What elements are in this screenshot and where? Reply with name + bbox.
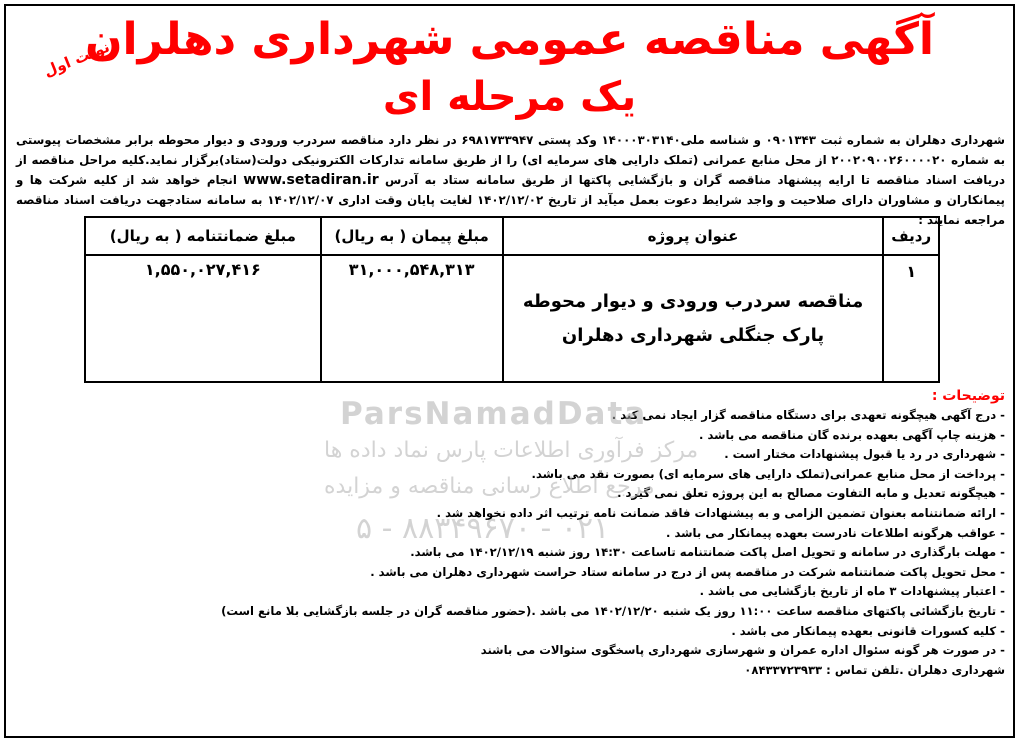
- note-item: - کلیه کسورات قانونی بعهده پیمانکار می باشد .: [731, 623, 1005, 638]
- note-item: - درج آگهی هیچگونه تعهدی برای دستگاه مناقصه گزار ایجاد نمی کند .: [611, 408, 1005, 422]
- contract-amount: ۳۱,۰۰۰,۵۴۸,۳۱۳: [321, 255, 503, 382]
- notes-heading: توضیحات :: [931, 388, 1005, 404]
- watermark-line3: مرجع اطلاع رسانی مناقصه و مزایده: [324, 474, 655, 499]
- contact-line: شهرداری دهلران .تلفن تماس : ۰۸۴۳۳۷۲۳۹۳۳: [744, 662, 1005, 677]
- tender-table: [84, 216, 940, 383]
- header-row-number: ردیف: [883, 217, 939, 255]
- note-item: - تاریخ بازگشائی پاکتهای مناقصه ساعت ۱۱:۰۰ روز یک شنبه ۱۴۰۲/۱۲/۲۰ می باشد .(حضور مناقصه گران در جلسه بازگشایی بلا مانع است): [221, 603, 1005, 618]
- project-title-line1: مناقصه سردرب ورودی و دیوار محوطه: [522, 290, 864, 312]
- note-item: - در صورت هر گونه سئوال اداره عمران و شهرسازی شهرداری پاسخگوی سئوالات می باشند: [480, 643, 1005, 658]
- first-issue-label: نوبت اول: [41, 37, 113, 81]
- notes-section: [16, 386, 1005, 680]
- watermark-line2: مرکز فرآوری اطلاعات پارس نماد داده ها: [324, 438, 699, 463]
- setadiran-link[interactable]: www.setadiran.ir: [243, 172, 379, 188]
- intro-text-part1: شهرداری دهلران به شماره ثبت ۰۹۰۱۳۴۳ و شناسه ملی۱۴۰۰۰۳۰۳۱۴۰ وکد پستی ۶۹۸۱۷۳۳۹۴۷ در نظر دارد مناقصه سردرب ورودی و دیوار محوطه برابر مشخصات پیوستی به شماره ۲۰۰۲۰۹۰۰۲۶۰۰۰۰۲۰ از محل منابع عمرانی (تملک دارایی های سرمایه ای) را از طریق سامانه تدارکات الکترونیکی دولت(ستاد)برگزار نماید.کلیه مراحل مناقصه از دریافت اسناد مناقصه تا ارایه پیشنهاد مناقصه گران و بازگشایی پاکتها از طریق سامانه ستاد به آدرس: [16, 133, 1006, 187]
- note-item: - هیچگونه تعدیل و مابه التفاوت مصالح به این پروژه تعلق نمی گیرد .: [617, 486, 1005, 501]
- guarantee-amount: ۱,۵۵۰,۰۲۷,۴۱۶: [85, 255, 321, 382]
- note-item: - پرداخت از محل منابع عمرانی(تملک دارایی های سرمایه ای) بصورت نقد می باشد.: [531, 466, 1005, 481]
- header-project-title: عنوان پروژه: [503, 217, 884, 255]
- note-item: - ارائه ضمانتنامه بعنوان تضمین الزامی و به پیشنهادات فاقد ضمانت نامه ترتیب اثر داده نخواهد شد .: [436, 505, 1005, 520]
- watermark-brand: ParsNamadData: [340, 396, 648, 432]
- row-number: ۱: [883, 255, 939, 382]
- table-header-row: [85, 217, 939, 255]
- tender-notice: [4, 4, 1015, 738]
- project-title: [503, 255, 884, 382]
- watermark-phone: ۰۲۱ - ۸۸۳۴۹۶۷۰ - ۵: [356, 511, 610, 546]
- intro-text-part2: انجام خواهد شد از کلیه شرکت ها و پیمانکاران و مشاوران دارای صلاحیت و واجد شرایط دعوت بعمل میآید از تاریخ ۱۴۰۲/۱۲/۰۲ لغایت پایان وقت اداری ۱۴۰۲/۱۲/۰۷ به سامانه ستادجهت دریافت اسناد مناقصه مراجعه نمایند :: [16, 173, 1005, 227]
- note-item: - مهلت بارگذاری در سامانه و تحویل اصل پاکت ضمانتنامه تاساعت ۱۴:۳۰ روز شنبه ۱۴۰۲/۱۲/۱۹ می باشد.: [410, 545, 1005, 560]
- note-item: - عواقب هرگونه اطلاعات نادرست بعهده پیمانکار می باشد .: [666, 525, 1005, 540]
- project-title-line2: پارک جنگلی شهرداری دهلران: [561, 324, 825, 346]
- notice-title: آگهی مناقصه عمومی شهرداری دهلران: [84, 14, 935, 65]
- intro-paragraph: [16, 130, 1005, 230]
- header-contract-amount: مبلغ پیمان ( به ریال): [321, 217, 503, 255]
- note-item: - شهرداری در رد یا قبول پیشنهادات مختار است .: [724, 447, 1005, 462]
- note-item: - هزینه چاپ آگهی بعهده برنده گان مناقصه می باشد .: [699, 427, 1005, 442]
- table-row: [85, 255, 939, 382]
- note-item: - اعتبار پیشنهادات ۳ ماه از تاریخ بازگشایی می باشد .: [699, 584, 1005, 599]
- note-item: - محل تحویل پاکت ضمانتنامه شرکت در مناقصه پس از درج در سامانه ستاد حراست شهرداری دهلران می باشد .: [370, 564, 1005, 579]
- header-guarantee-amount: مبلغ ضمانتنامه ( به ریال): [85, 217, 321, 255]
- notice-subtitle: یک مرحله ای: [382, 74, 637, 120]
